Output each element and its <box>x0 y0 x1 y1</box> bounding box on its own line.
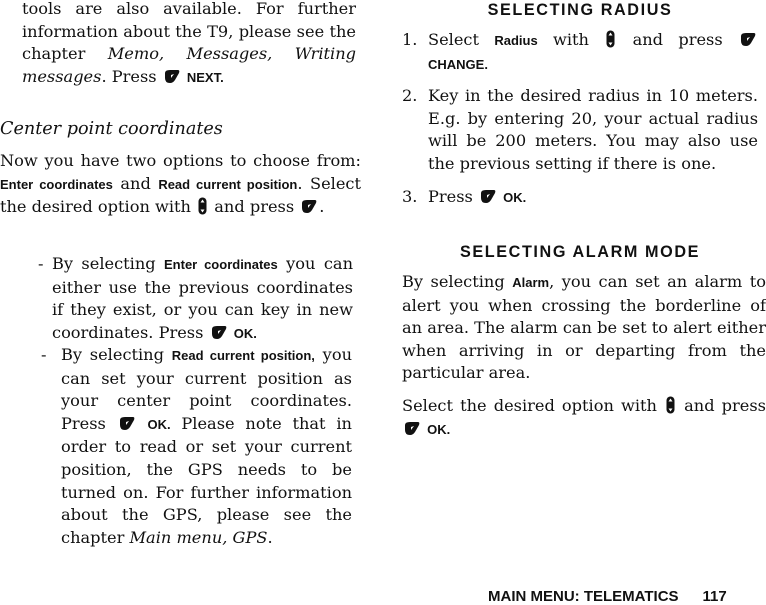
softkey-button-icon <box>163 69 181 84</box>
navigation-key-icon <box>606 30 615 48</box>
footer-section-title: MAIN MENU: TELEMATICS <box>488 588 679 605</box>
select-option-paragraph: Select the desired option with and press OK. <box>402 396 766 437</box>
step-2: 2. Key in the desired radius in 10 meters. E.g. by entering 20, your actual radius will be 200 meters. You may also use the previous setting if there is one. <box>402 86 758 173</box>
chapter-reference: Main menu, GPS <box>129 527 268 547</box>
ok-softkey-label: OK. <box>147 416 171 432</box>
chapter-reference: Memo, Messages, Writing messages <box>22 44 356 86</box>
softkey-button-icon <box>300 199 318 214</box>
step-3: 3. Press OK. <box>402 187 527 206</box>
softkey-button-icon <box>403 421 421 436</box>
page-footer <box>488 588 760 605</box>
option-enter-coordinates: Enter coordinates <box>164 257 278 272</box>
softkey-button-icon <box>210 325 228 340</box>
change-softkey-label: CHANGE. <box>428 56 488 72</box>
option-read-current-position: Read current position, <box>171 348 315 363</box>
option-alarm: Alarm <box>512 275 550 290</box>
section-heading-selecting-alarm-mode: SELECTING ALARM MODE <box>459 243 701 261</box>
bullet-read-current-position: - By selecting Read current position, you can set your current position as your center point coordinates. Press OK. Please note that in order to read or set your current position, the GPS needs to be turned on. For further information about the GPS, please see the chapter Main menu, GPS. <box>41 345 352 547</box>
ok-softkey-label: OK. <box>503 190 527 205</box>
intro-paragraph: tools are also available. For further information about the T9, please see the chapter Memo, Messages, Writing messages. Press NEXT. <box>22 0 356 86</box>
options-paragraph: Now you have two options to choose from: Enter coordinates and Read current position. Select the desired option with and press . <box>0 151 361 217</box>
navigation-key-icon <box>666 396 675 414</box>
alarm-paragraph: By selecting Alarm, you can set an alarm to alert you when crossing the borderline of an area. The alarm can be set to alert either when arriving in or departing from the particular area. <box>402 272 766 383</box>
softkey-button-icon <box>739 32 757 47</box>
step-1: 1. Select Radius with and press CHANGE. <box>402 29 758 76</box>
ok-softkey-label: OK. <box>427 421 451 437</box>
bullet-enter-coordinates: - By selecting Enter coordinates you can either use the previous coordinates if they exist, or you can key in new coordinates. Press OK. <box>38 254 354 342</box>
next-softkey-label: NEXT. <box>186 69 224 85</box>
softkey-button-icon <box>118 416 136 431</box>
option-radius: Radius <box>494 33 538 48</box>
ok-softkey-label: OK. <box>233 325 257 341</box>
page-number: 117 <box>702 588 727 605</box>
navigation-key-icon <box>198 197 207 215</box>
option-read-current-position: Read current position <box>158 176 298 192</box>
softkey-button-icon <box>479 189 497 204</box>
section-heading-selecting-radius: SELECTING RADIUS <box>487 1 673 19</box>
option-enter-coordinates: Enter coordinates <box>0 176 113 192</box>
section-heading-center-point: Center point coordinates <box>0 119 223 139</box>
